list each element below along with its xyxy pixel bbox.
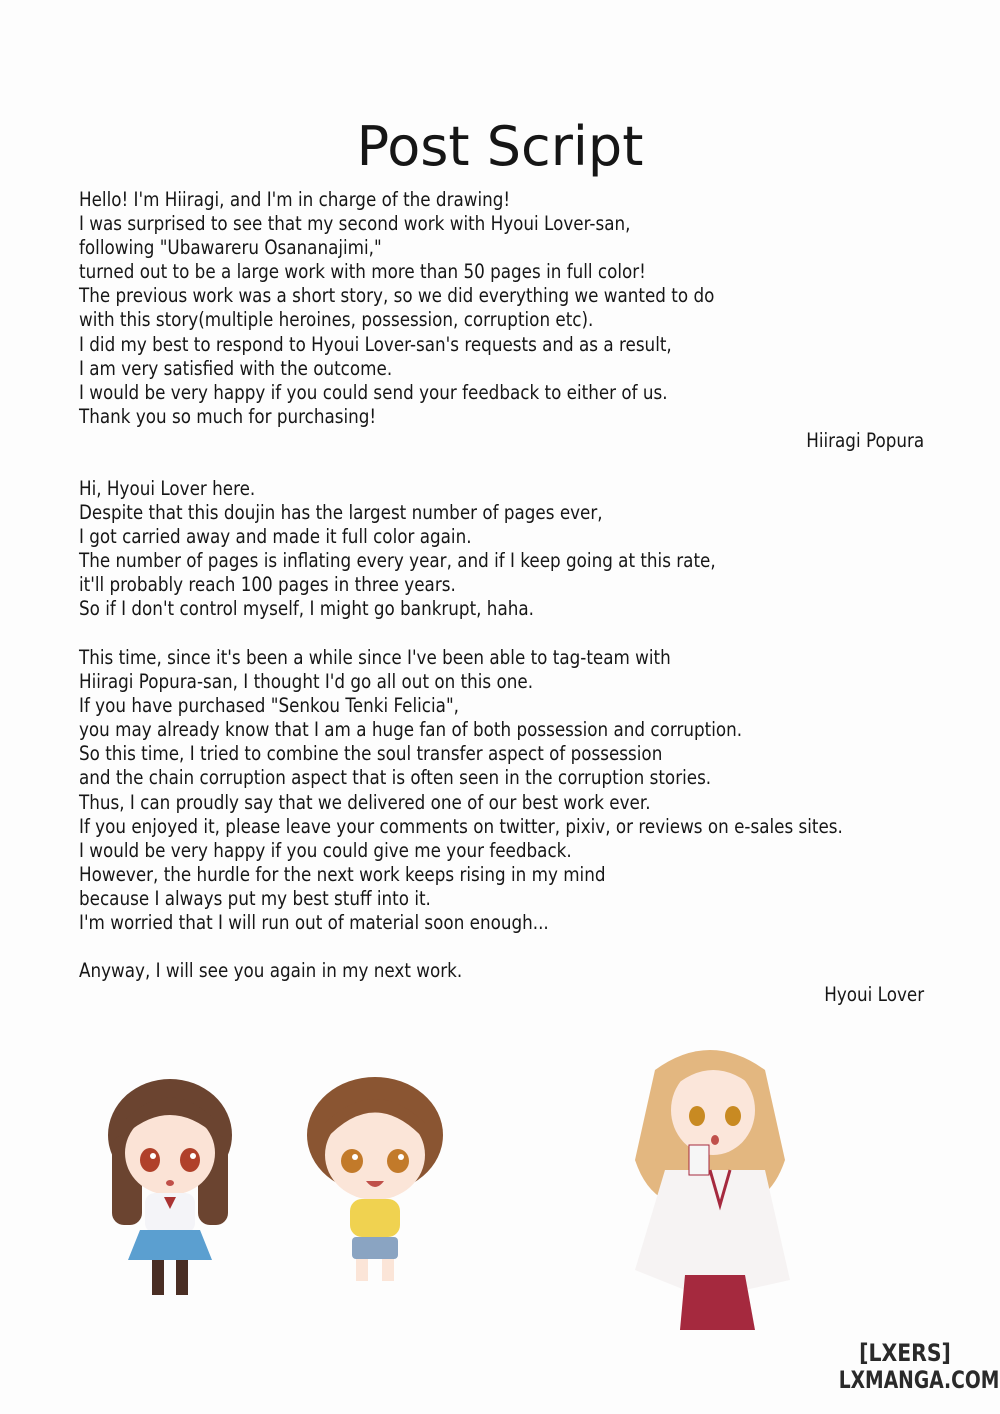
illustration-chibi-girl-2 [300,1075,450,1295]
text-line: I would be very happy if you could send your feedback to either of us. [79,380,668,404]
text-line: So this time, I tried to combine the soul transfer aspect of possession [79,742,663,766]
text-line: turned out to be a large work with more than 50 pages in full color! [79,260,646,284]
text-line: I did my best to respond to Hyoui Lover-san's requests and as a result, [79,332,672,356]
text-line: it'll probably reach 100 pages in three years. [79,573,456,597]
text-line: This time, since it's been a while since I've been able to tag-team with [79,646,671,669]
signature-hyoui: Hyoui Lover [824,983,924,1006]
text-line: you may already know that I am a huge fan of both possession and corruption. [79,718,743,742]
text-line: Thank you so much for purchasing! [79,404,377,428]
signature-hiiragi: Hiiragi Popura [806,429,924,452]
text-line: The number of pages is inflating every year, and if I keep going at this rate, [79,549,716,573]
text-line: Thus, I can proudly say that we delivered one of our best work ever. [79,790,651,814]
text-line: However, the hurdle for the next work keeps rising in my mind [79,862,606,886]
text-line: following "Ubawareru Osananajimi," [79,236,382,260]
illustration-shrine-maiden [625,1030,795,1335]
text-line: So if I don't control myself, I might go bankrupt, haha. [79,597,534,621]
text-line: Hiiragi Popura-san, I thought I'd go all out on this one. [79,670,534,694]
illustration-chibi-girl-1 [100,1075,240,1305]
text-line: If you enjoyed it, please leave your comments on twitter, pixiv, or reviews on e-sales sites. [79,814,843,838]
page-title: Post Script [356,115,644,178]
watermark [820,1339,1000,1394]
text-line: If you have purchased "Senkou Tenki Felicia", [79,694,460,718]
watermark-line2: LXMANGA.COM [838,1366,1000,1394]
section-hiiragi [79,188,836,429]
text-line: because I always put my best stuff into it. [79,886,431,910]
text-line: The previous work was a short story, so we did everything we wanted to do [79,284,715,308]
text-line: I was surprised to see that my second work with Hyoui Lover-san, [79,212,631,236]
text-line: with this story(multiple heroines, possession, corruption etc). [79,308,594,332]
text-line: Despite that this doujin has the largest number of pages ever, [79,501,603,525]
text-line: Hello! I'm Hiiragi, and I'm in charge of the drawing! [79,188,511,211]
text-line: and the chain corruption aspect that is often seen in the corruption stories. [79,766,712,790]
text-line: Hi, Hyoui Lover here. [79,477,256,500]
text-line: I would be very happy if you could give me your feedback. [79,838,572,862]
watermark-line1: [LXERS] [859,1339,951,1367]
section-hyoui-main [79,646,843,935]
text-line: I'm worried that I will run out of material soon enough... [79,911,549,935]
text-line: I got carried away and made it full color again. [79,525,472,549]
section-hyoui-intro [79,477,836,622]
text-line: I am very satisfied with the outcome. [79,356,393,380]
section-hyoui-closing: Anyway, I will see you again in my next work. [79,959,463,982]
